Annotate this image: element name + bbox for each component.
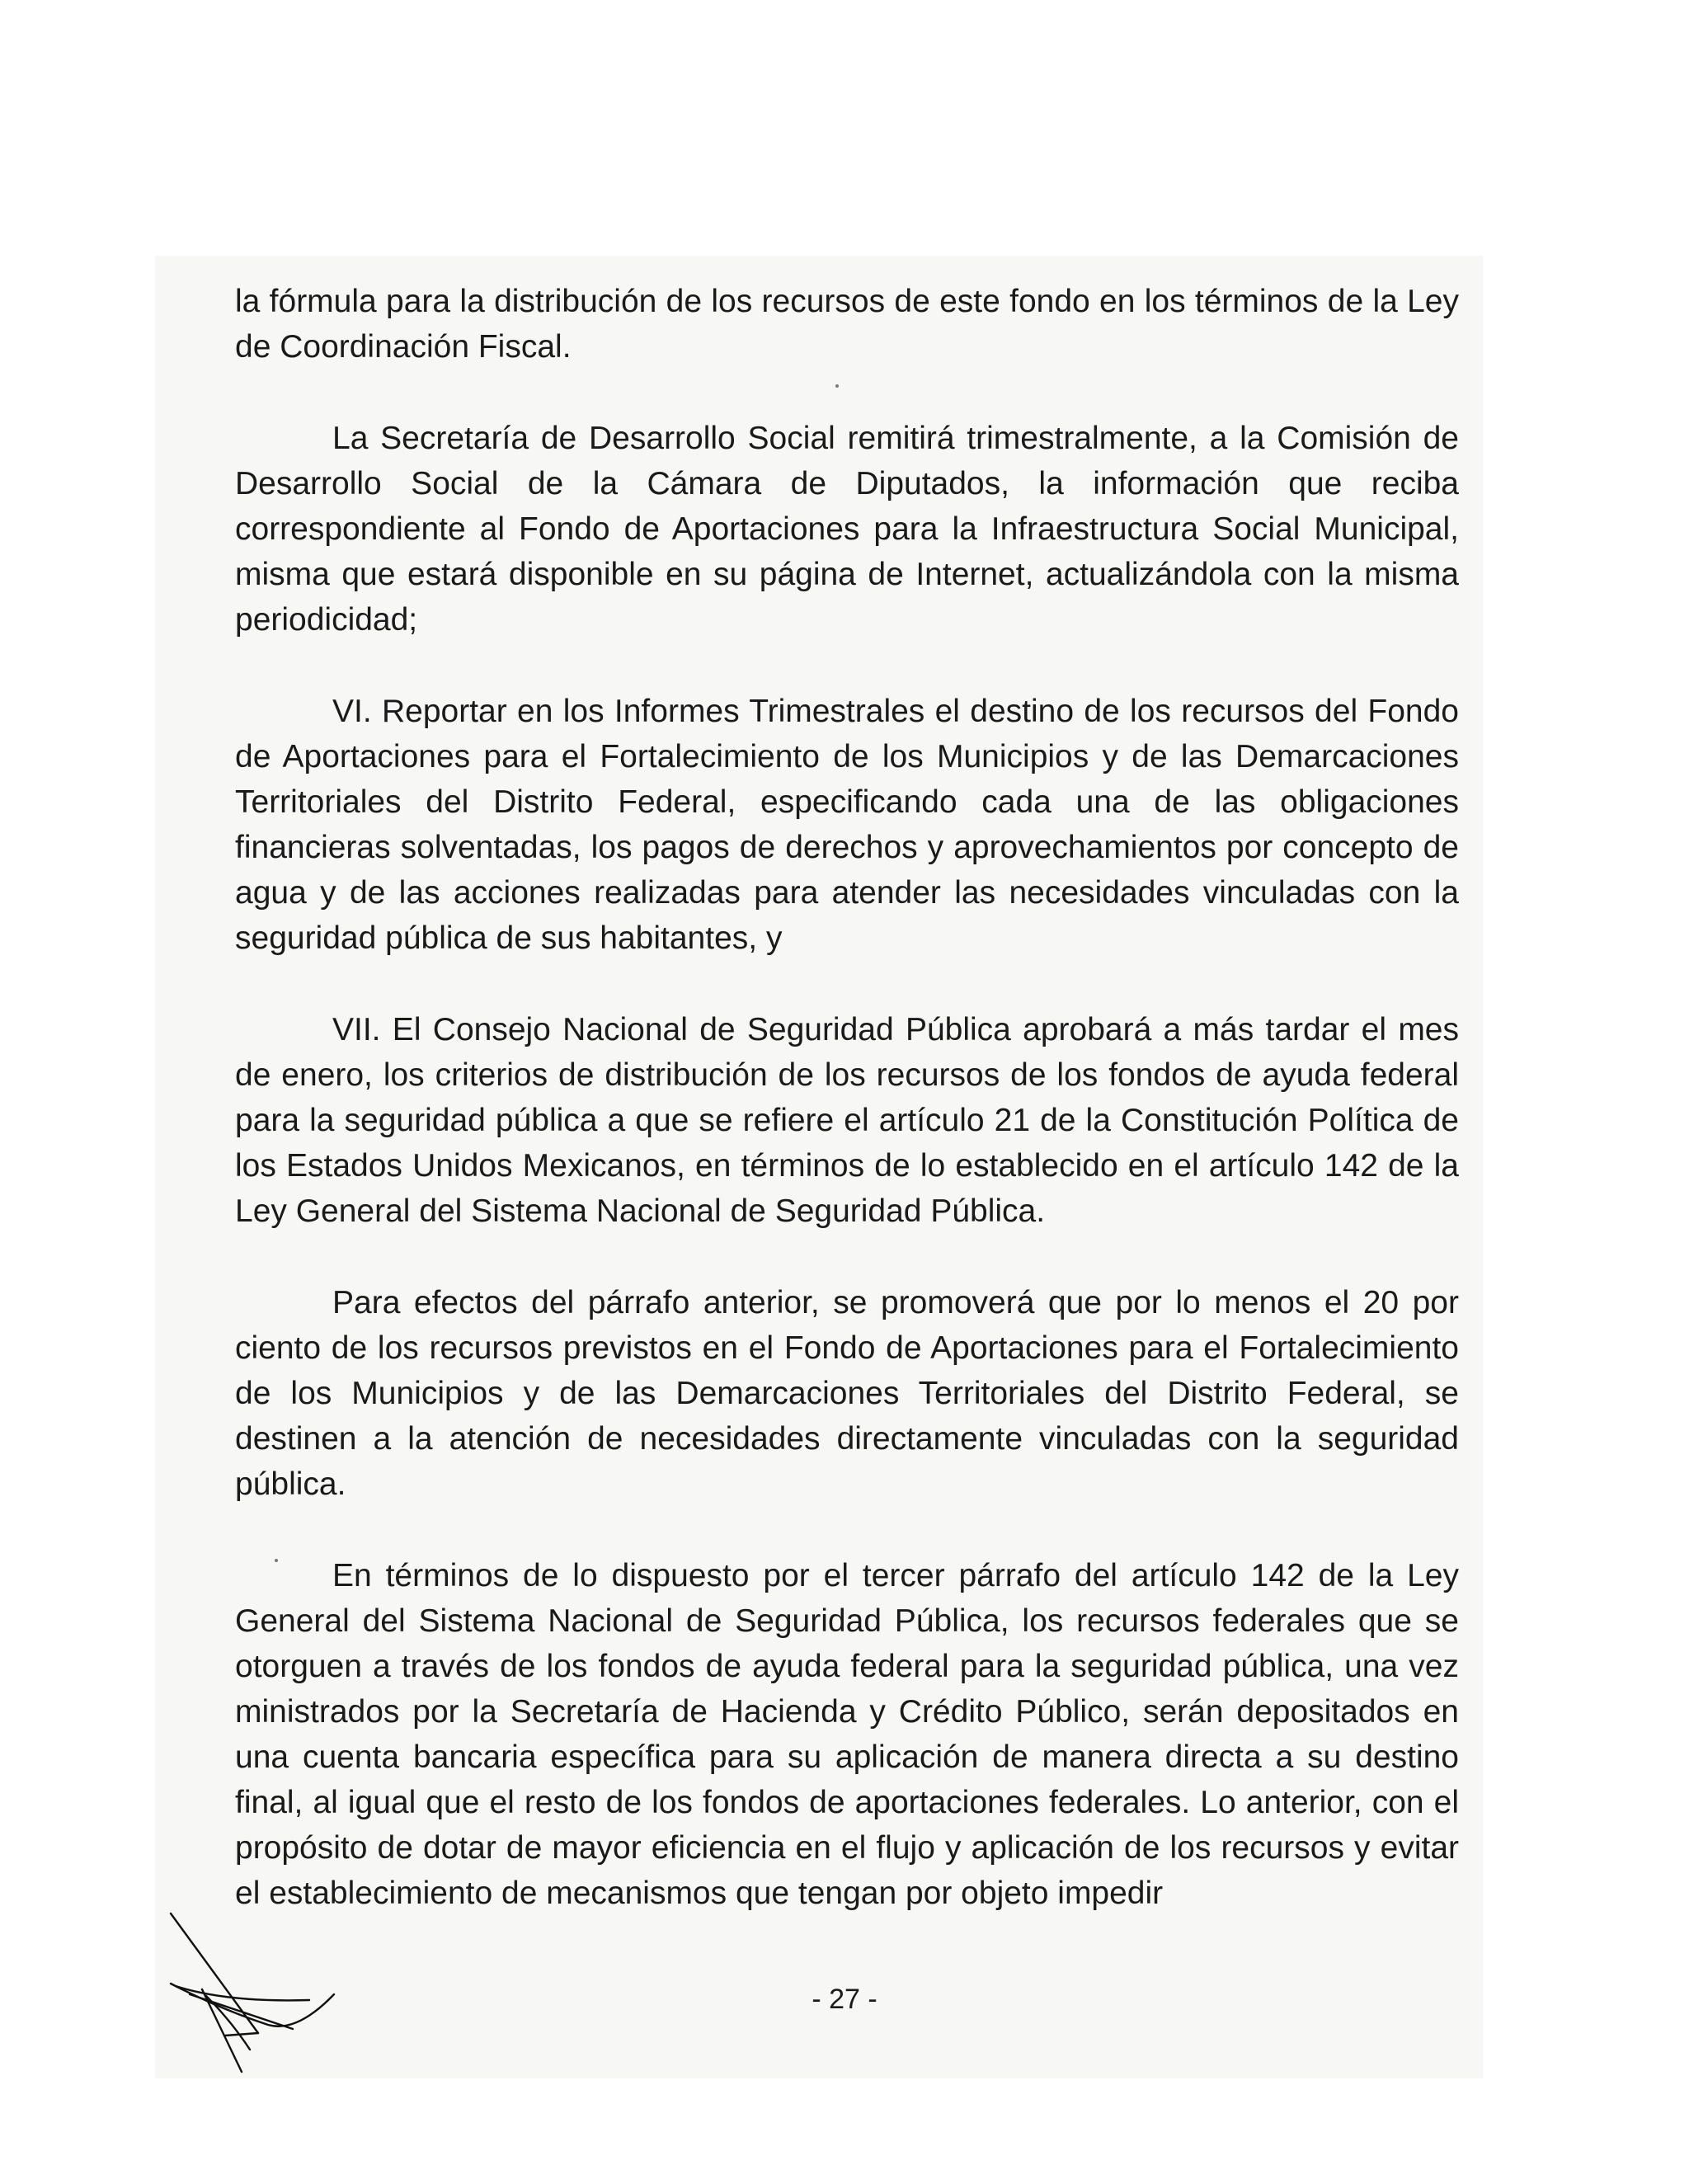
paragraph-twenty-percent: Para efectos del párrafo anterior, se promoverá que por lo menos el 20 por ciento de los recursos previstos en el Fondo de Aportaciones para el Fortalecimiento de los Municipios y de las Demarcaciones Territoriales del Distrito Federal, se destinen a la atención de necesidades directamente vinculadas con la seguridad pública.: [235, 1285, 1459, 1502]
page-number: - 27 -: [812, 1984, 877, 2015]
paragraph-fraction-vii: VII. El Consejo Nacional de Seguridad Pública aprobará a más tardar el mes de enero, los criterios de distribución de los recursos de los fondos de ayuda federal para la seguridad pública a que se refiere el artículo 21 de la Constitución Política de los Estados Unidos Mexicanos, en términos de lo establecido en el artículo 142 de la Ley General del Sistema Nacional de Seguridad Pública.: [235, 1012, 1459, 1229]
signature-stroke: [171, 1984, 334, 2026]
paragraph-sedesol-report: La Secretaría de Desarrollo Social remitirá trimestralmente, a la Comisión de Desarrollo Social de la Cámara de Diputados, la información que reciba correspondiente al Fondo de Aportaciones para la Infraestructura Social Municipal, misma que estará disponible en su página de Internet, actualizándola con la misma periodicidad;: [235, 421, 1459, 638]
signature-stroke: [176, 1986, 309, 2000]
scan-speck: [835, 384, 839, 388]
paragraph-article-142: En términos de lo dispuesto por el tercer párrafo del artículo 142 de la Ley General del Sistema Nacional de Seguridad Pública, los recursos federales que se otorguen a través de los fondos de ayuda federal para la seguridad pública, una vez ministrados por la Secretaría de Hacienda y Crédito Público, serán depositados en una cuenta bancaria específica para su aplicación de manera directa a su destino final, al igual que el resto de los fondos de aportaciones federales. Lo anterior, con el propósito de dotar de mayor eficiencia en el flujo y aplicación de los recursos y evitar el establecimiento de mecanismos que tengan por objeto impedir: [235, 1558, 1459, 1911]
paragraph-formula-continuation: la fórmula para la distribución de los recursos de este fondo en los términos de la Ley de Coordinación Fiscal.: [235, 284, 1459, 365]
document-body: [235, 279, 1459, 1916]
scan-speck: [275, 1559, 278, 1562]
handwritten-signature: [161, 1897, 359, 2078]
paragraph-fraction-vi: VI. Reportar en los Informes Trimestrales el destino de los recursos del Fondo de Aportaciones para el Fortalecimiento de los Municipios y de las Demarcaciones Territoriales del Distrito Federal, especificando cada una de las obligaciones financieras solventadas, los pagos de derechos y aprovechamientos por concepto de agua y de las acciones realizadas para atender las necesidades vinculadas con la seguridad pública de sus habitantes, y: [235, 694, 1459, 956]
signature-stroke: [225, 2033, 258, 2036]
